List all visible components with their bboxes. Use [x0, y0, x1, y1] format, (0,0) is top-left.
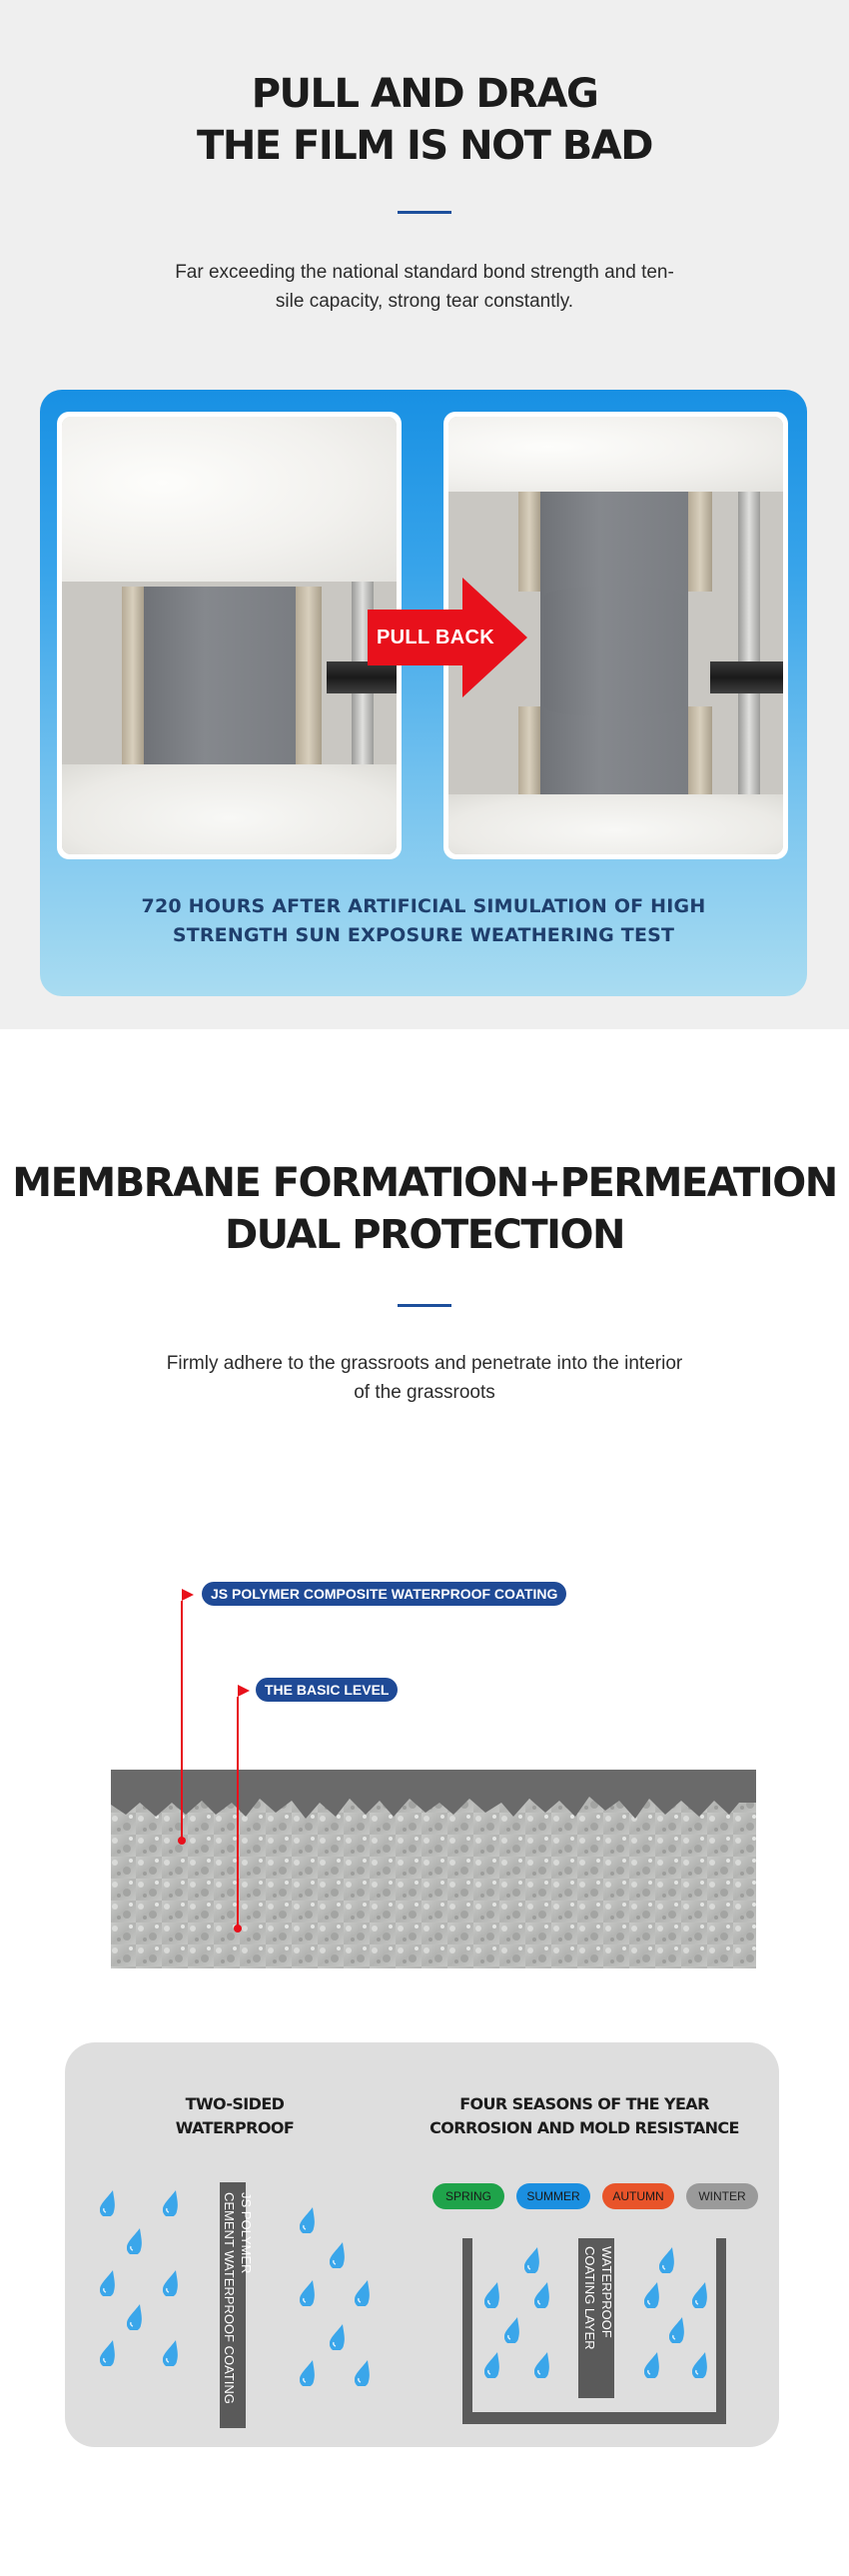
water-drop-icon: [659, 2247, 677, 2273]
water-drop-icon: [504, 2317, 522, 2343]
coating-label: JS POLYMER COMPOSITE WATERPROOF COATING: [202, 1582, 566, 1606]
tray-bottom: [462, 2412, 726, 2424]
water-drop-icon: [100, 2190, 118, 2216]
four-seasons-title: FOUR SEASONS OF THE YEAR CORROSION AND MOLD RESISTANCE: [429, 2094, 739, 2137]
js-coating-bar-text: JS POLYMER CEMENT WATERPROOF COATING: [222, 2192, 254, 2404]
water-drop-icon: [669, 2317, 687, 2343]
season-winter: WINTER: [686, 2183, 758, 2209]
water-drop-icon: [692, 2352, 710, 2378]
base-level-label: THE BASIC LEVEL: [256, 1678, 398, 1702]
water-drop-icon: [484, 2352, 502, 2378]
water-drop-icon: [300, 2280, 318, 2306]
water-drop-icon: [692, 2282, 710, 2308]
section2-subtitle: Firmly adhere to the grassroots and penetrate into the interior of the grassroots: [166, 1353, 683, 1403]
pull-back-label: PULL BACK: [377, 627, 494, 648]
water-drop-icon: [127, 2228, 145, 2254]
tensile-test-panel: [40, 390, 807, 996]
two-sided-title: TWO-SIDED WATERPROOF: [175, 2094, 295, 2137]
title-divider: [398, 211, 451, 214]
dual-protection-section: [0, 1029, 849, 2576]
tray-left-wall: [462, 2238, 472, 2422]
water-drop-icon: [163, 2340, 181, 2366]
before-pull-photo: [57, 412, 402, 859]
waterproof-coating-bar-text: WATERPROOF COATING LAYER: [582, 2246, 614, 2350]
water-drop-icon: [100, 2270, 118, 2296]
section1-title: PULL AND DRAG THE FILM IS NOT BAD: [197, 71, 652, 169]
water-drop-icon: [534, 2282, 552, 2308]
coating-layer-diagram: [110, 1549, 757, 1968]
pull-drag-section: [0, 0, 849, 1029]
water-drop-icon: [644, 2282, 662, 2308]
features-card: [65, 2042, 779, 2447]
water-drop-icon: [163, 2190, 181, 2216]
section2-title: MEMBRANE FORMATION+PERMEATION DUAL PROTECTION: [12, 1160, 837, 1258]
section1-subtitle: Far exceeding the national standard bond strength and ten- sile capacity, strong tear constantly.: [175, 262, 674, 312]
water-drop-icon: [355, 2360, 373, 2386]
season-summer: SUMMER: [516, 2183, 590, 2209]
water-drop-icon: [534, 2352, 552, 2378]
water-drop-icon: [127, 2304, 145, 2330]
water-drop-icon: [355, 2280, 373, 2306]
water-drop-icon: [524, 2247, 542, 2273]
tray-right-wall: [716, 2238, 726, 2422]
water-drop-icon: [300, 2360, 318, 2386]
water-drop-icon: [300, 2207, 318, 2233]
water-drop-icon: [100, 2340, 118, 2366]
test-caption: 720 HOURS AFTER ARTIFICIAL SIMULATION OF HIGH STRENGTH SUN EXPOSURE WEATHERING TEST: [141, 895, 706, 946]
water-drop-icon: [330, 2242, 348, 2268]
water-drop-icon: [484, 2282, 502, 2308]
water-drop-icon: [330, 2324, 348, 2350]
substrate-illustration: [110, 1549, 757, 1968]
water-drop-icon: [644, 2352, 662, 2378]
season-autumn: AUTUMN: [602, 2183, 674, 2209]
season-spring: SPRING: [432, 2183, 504, 2209]
title-divider-2: [398, 1304, 451, 1307]
water-drop-icon: [163, 2270, 181, 2296]
